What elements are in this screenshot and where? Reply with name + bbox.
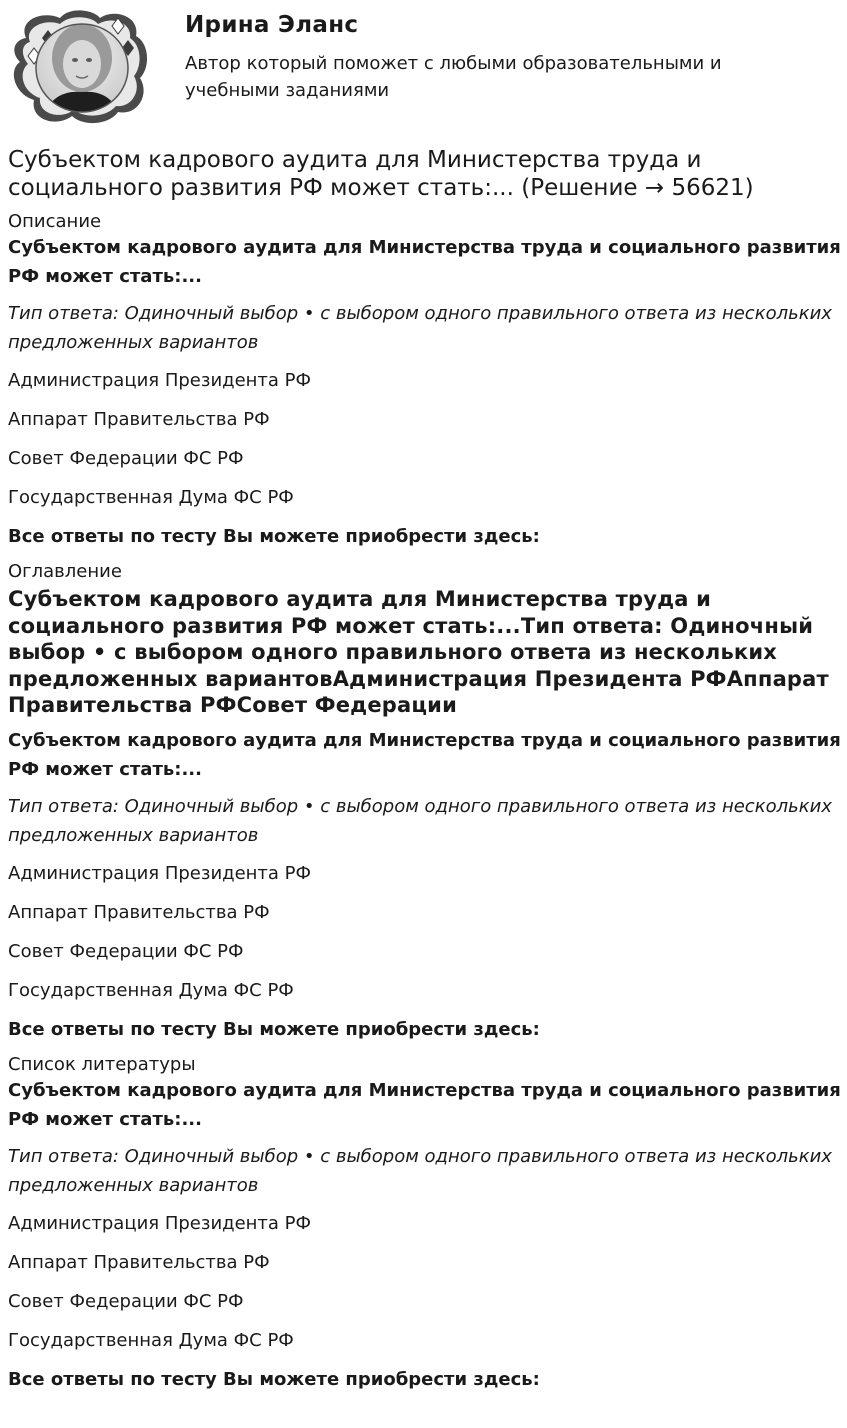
- answer-type: Тип ответа: Одиночный выбор • с выбором одного правильного ответа из нескольких предложенных вариантов: [8, 303, 832, 353]
- author-description: Автор который поможет с любыми образовательными и учебными заданиями: [185, 53, 722, 101]
- buy-answers-text: Все ответы по тесту Вы можете приобрести здесь:: [8, 526, 540, 547]
- option-item: Аппарат Правительства РФ: [8, 901, 270, 923]
- option-item: Совет Федерации ФС РФ: [8, 940, 244, 962]
- section-contents: [8, 561, 843, 1044]
- page-title: Субъектом кадрового аудита для Министерства труда и социального развития РФ может стать:... (Решение → 56621): [8, 147, 754, 201]
- options-list: [8, 859, 843, 1005]
- author-header: [0, 0, 847, 130]
- options-list: [8, 1209, 843, 1355]
- option-item: Администрация Президента РФ: [8, 862, 312, 884]
- buy-answers-text: Все ответы по тесту Вы можете приобрести здесь:: [8, 1018, 540, 1040]
- section-description: [8, 211, 843, 551]
- options-list: [8, 366, 843, 512]
- option-item: Администрация Президента РФ: [8, 370, 312, 391]
- contents-heading: Субъектом кадрового аудита для Министерства труда и социального развития РФ может стать:...Тип ответа: Одиночный выбор • с выбором одного правильного ответа из нескольких предложенных вариантовАдминистрация Президента РФАппарат Правительства РФСовет Федерации: [8, 587, 829, 717]
- section-label: Оглавление: [8, 561, 122, 582]
- option-item: Государственная Дума ФС РФ: [8, 1329, 294, 1351]
- buy-answers-text: Все ответы по тесту Вы можете приобрести здесь:: [8, 1368, 540, 1390]
- option-item: Государственная Дума ФС РФ: [8, 487, 294, 508]
- option-item: Совет Федерации ФС РФ: [8, 448, 244, 469]
- section-label: Список литературы: [8, 1053, 196, 1075]
- answer-type: Тип ответа: Одиночный выбор • с выбором одного правильного ответа из нескольких предложенных вариантов: [8, 1145, 832, 1196]
- avatar[interactable]: [8, 8, 150, 126]
- author-name[interactable]: Ирина Эланс: [185, 12, 359, 38]
- question-text: Субъектом кадрового аудита для Министерства труда и социального развития РФ может стать:...: [8, 237, 841, 287]
- avatar-photo-frame-icon: [8, 8, 150, 126]
- option-item: Аппарат Правительства РФ: [8, 409, 270, 430]
- option-item: Администрация Президента РФ: [8, 1212, 312, 1234]
- option-item: Государственная Дума ФС РФ: [8, 979, 294, 1001]
- option-item: Совет Федерации ФС РФ: [8, 1290, 244, 1312]
- question-text: Субъектом кадрового аудита для Министерства труда и социального развития РФ может стать:...: [8, 1079, 841, 1130]
- option-item: Аппарат Правительства РФ: [8, 1251, 270, 1273]
- section-label: Описание: [8, 211, 102, 232]
- section-references: [8, 1054, 843, 1394]
- main-content: [8, 146, 843, 1404]
- question-text: Субъектом кадрового аудита для Министерства труда и социального развития РФ может стать:...: [8, 729, 841, 780]
- answer-type: Тип ответа: Одиночный выбор • с выбором одного правильного ответа из нескольких предложенных вариантов: [8, 795, 832, 846]
